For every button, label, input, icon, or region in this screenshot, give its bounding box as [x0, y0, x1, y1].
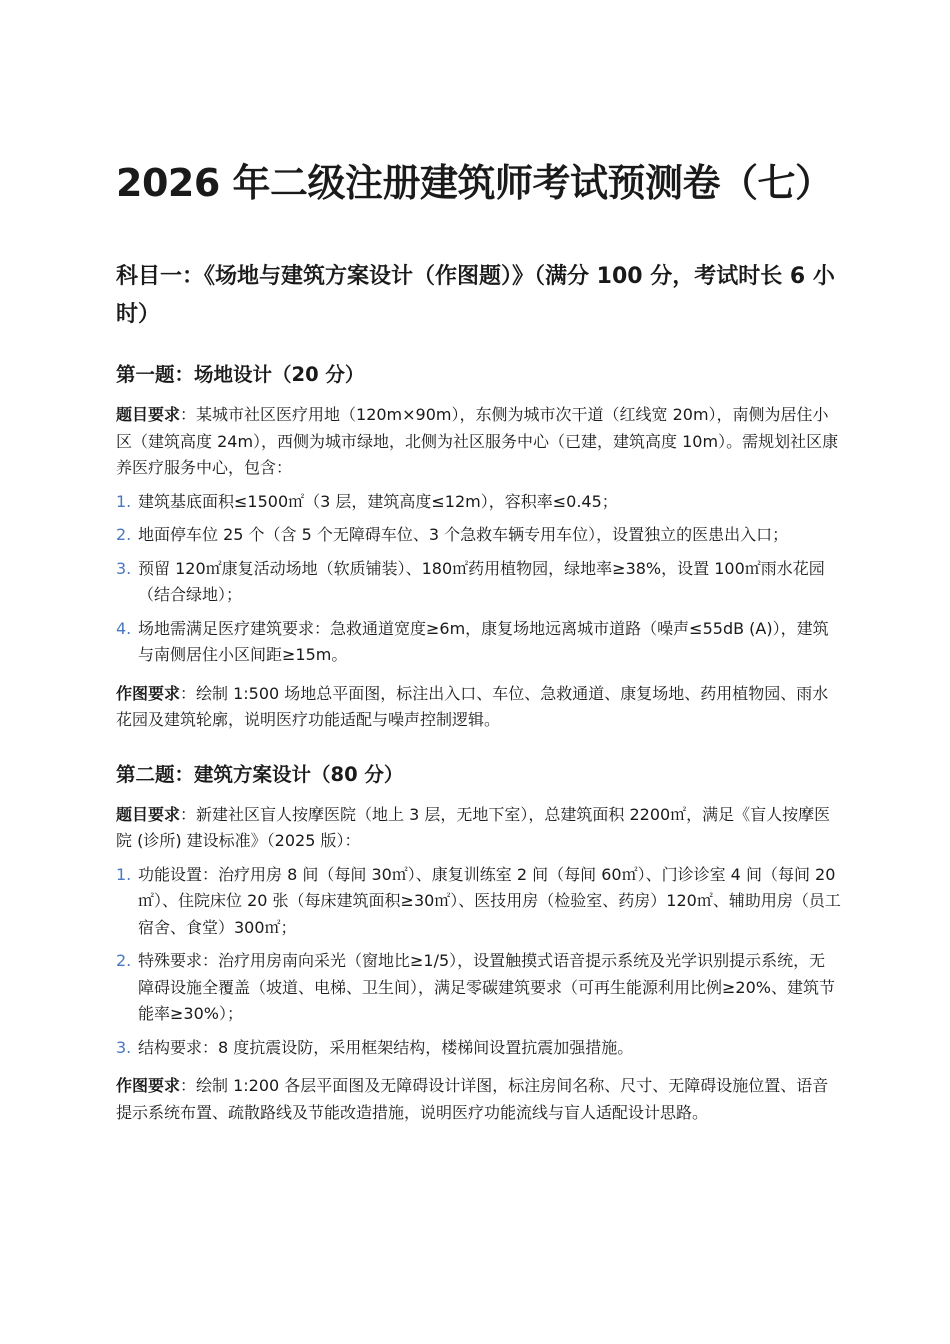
drawing-label: 作图要求	[116, 1076, 181, 1095]
list-item	[116, 522, 841, 549]
question-2	[116, 760, 841, 1127]
question-heading: 第二题：建筑方案设计（80 分）	[116, 762, 404, 786]
requirement-paragraph	[116, 802, 841, 855]
subject-heading: 科目一：《场地与建筑方案设计（作图题）》（满分 100 分，考试时长 6 小时）	[116, 264, 835, 327]
requirement-list	[116, 862, 841, 1062]
list-item	[116, 616, 841, 669]
list-item-text: 地面停车位 25 个（含 5 个无障碍车位、3 个急救车辆专用车位），设置独立的医患出入口；	[138, 525, 789, 544]
list-number: 4.	[116, 618, 132, 638]
list-item	[116, 556, 841, 609]
drawing-paragraph	[116, 1073, 841, 1126]
drawing-label: 作图要求	[116, 683, 181, 703]
list-number: 3.	[116, 558, 132, 578]
requirement-label: 题目要求	[116, 405, 181, 424]
list-number: 1.	[116, 491, 132, 511]
requirement-text: ：新建社区盲人按摩医院（地上 3 层，无地下室），总建筑面积 2200㎡，满足《盲人按摩医院 (诊所) 建设标准》（2025 版）：	[116, 804, 831, 850]
list-item	[116, 1035, 841, 1062]
question-heading: 第一题：场地设计（20 分）	[116, 363, 365, 386]
list-number: 3.	[116, 1037, 132, 1057]
list-item	[116, 862, 841, 942]
drawing-text: ：绘制 1:200 各层平面图及无障碍设计详图，标注房间名称、尺寸、无障碍设施位置、语音提示系统布置、疏散路线及节能改造措施，说明医疗功能流线与盲人适配设计思路。	[116, 1076, 829, 1122]
list-item-text: 建筑基底面积≤1500㎡（3 层，建筑高度≤12m），容积率≤0.45；	[138, 491, 618, 511]
question-1	[116, 360, 841, 734]
page-title: 2026 年二级注册建筑师考试预测卷（七）	[116, 161, 833, 205]
list-item-text: 预留 120㎡康复活动场地（软质铺装）、180㎡药用植物园，绿地率≥38%，设置 100㎡雨水花园（结合绿地）；	[138, 558, 825, 604]
list-item	[116, 948, 841, 1028]
document-page	[116, 150, 841, 1126]
requirement-paragraph	[116, 402, 841, 482]
list-item-text: 功能设置：治疗用房 8 间（每间 30㎡）、康复训练室 2 间（每间 60㎡）、门诊诊室 4 间（每间 20㎡）、住院床位 20 张（每床建筑面积≥30㎡）、医技用房（检验室、药房）120㎡、辅助用房（员工宿舍、食堂）300㎡；	[138, 864, 841, 937]
list-number: 1.	[116, 864, 132, 884]
requirement-text: ：某城市社区医疗用地（120m×90m），东侧为城市次干道（红线宽 20m），南侧为居住小区（建筑高度 24m），西侧为城市绿地，北侧为社区服务中心（已建，建筑高度 10m）。需规划社区康养医疗服务中心，包含：	[116, 405, 839, 477]
list-number: 2.	[116, 525, 132, 544]
list-number: 2.	[116, 951, 132, 970]
list-item-text: 特殊要求：治疗用房南向采光（窗地比≥1/5），设置触摸式语音提示系统及光学识别提示系统，无障碍设施全覆盖（坡道、电梯、卫生间），满足零碳建筑要求（可再生能源利用比例≥20%、建筑节能率≥30%）；	[138, 951, 835, 1023]
list-item-text: 结构要求：8 度抗震设防，采用框架结构，楼梯间设置抗震加强措施。	[138, 1037, 634, 1057]
requirement-label: 题目要求	[116, 804, 181, 824]
requirement-list	[116, 489, 841, 669]
drawing-paragraph	[116, 681, 841, 734]
list-item-text: 场地需满足医疗建筑要求：急救通道宽度≥6m，康复场地远离城市道路（噪声≤55dB (A)），建筑与南侧居住小区间距≥15m。	[138, 618, 829, 664]
drawing-text: ：绘制 1:500 场地总平面图，标注出入口、车位、急救通道、康复场地、药用植物园、雨水花园及建筑轮廓，说明医疗功能适配与噪声控制逻辑。	[116, 683, 829, 729]
list-item	[116, 489, 841, 516]
